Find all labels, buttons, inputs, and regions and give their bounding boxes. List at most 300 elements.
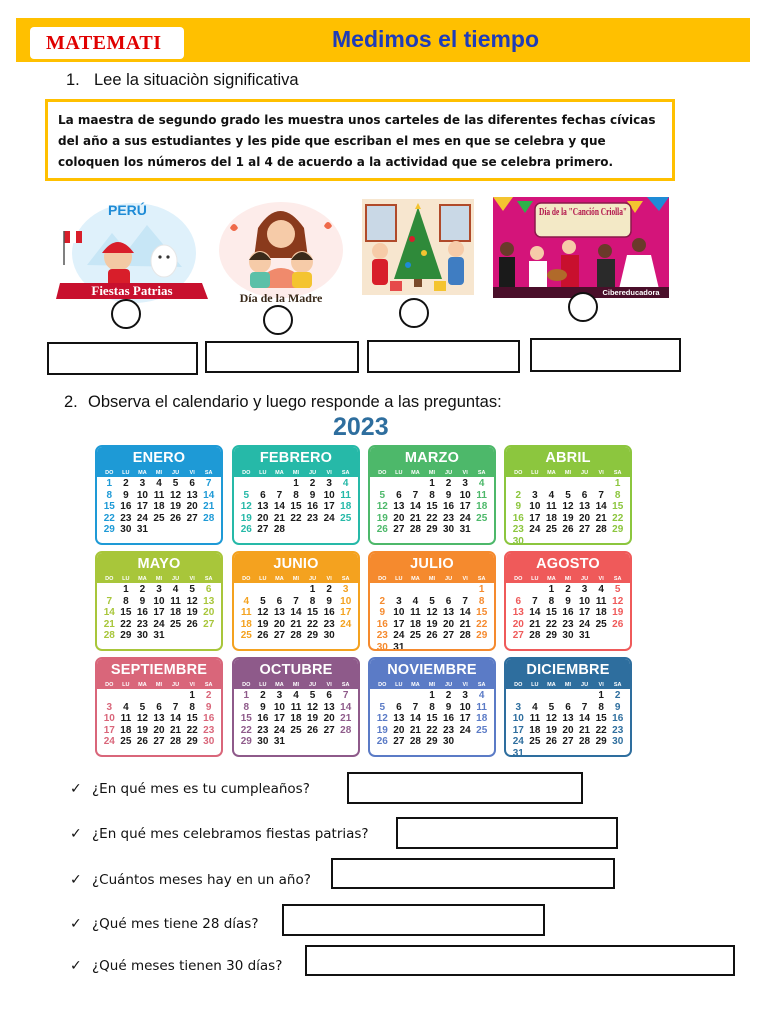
poster-cancion-criolla [493, 197, 669, 298]
day-number: 31 [393, 641, 405, 651]
weekday-label: MA [547, 576, 556, 582]
weekday-label: SA [613, 470, 622, 476]
question-4 [70, 916, 259, 932]
weekday-label: DO [514, 682, 523, 688]
empty-day [101, 584, 118, 596]
day-number: 11 [476, 701, 487, 713]
day-number: 7 [462, 595, 468, 607]
day-number: 24 [393, 630, 405, 641]
day-number: 4 [598, 584, 604, 595]
question-text: ¿Qué mes tiene 28 días? [92, 916, 259, 932]
day-number: 1 [293, 478, 299, 489]
day-number: 4 [478, 478, 485, 489]
day-number: 31 [136, 524, 148, 535]
poster-dia-de-la-madre [216, 198, 346, 308]
day-number: 27 [393, 524, 405, 535]
day-number: 9 [205, 701, 212, 713]
day-number: 9 [260, 701, 266, 713]
day-number: 31 [273, 736, 285, 747]
question-text: ¿En qué mes celebramos fiestas patrias? [92, 826, 369, 842]
weekday-row [234, 575, 358, 583]
day-number: 14 [409, 501, 421, 512]
day-number: 11 [546, 501, 557, 512]
weekday-label: MI [155, 576, 163, 582]
day-number: 16 [612, 713, 624, 724]
weekday-label: SA [204, 576, 213, 582]
day-number: 12 [376, 713, 388, 724]
empty-day [238, 478, 255, 490]
day-number: 18 [170, 607, 182, 618]
day-number: 21 [409, 724, 421, 736]
day-number: 18 [409, 618, 421, 630]
question-2 [70, 826, 369, 842]
month-answer-box-3[interactable] [367, 340, 520, 373]
day-number: 24 [153, 618, 165, 630]
weekday-label: SA [477, 576, 486, 582]
day-number: 20 [443, 618, 455, 630]
weekday-label: MA [411, 470, 420, 476]
day-number: 15 [476, 607, 488, 618]
day-number: 20 [512, 618, 524, 630]
day-number: 25 [240, 630, 252, 641]
day-number: 2 [309, 478, 316, 489]
check-icon: ✓ [70, 958, 82, 974]
day-number: 14 [459, 607, 471, 618]
day-number: 14 [340, 701, 352, 713]
day-number: 7 [293, 595, 299, 607]
day-number: 8 [309, 595, 316, 607]
day-number: 19 [545, 724, 557, 736]
day-number: 18 [476, 713, 488, 724]
empty-day [510, 690, 527, 702]
day-number: 17 [323, 501, 335, 512]
weekday-label: SA [204, 470, 213, 476]
weekday-label: DO [105, 682, 114, 688]
header-bar [16, 18, 750, 62]
month-name: AGOSTO [506, 553, 630, 575]
day-number: 20 [323, 713, 335, 724]
day-number: 15 [103, 501, 115, 512]
day-number: 29 [426, 736, 438, 747]
day-number: 1 [429, 478, 435, 489]
weekday-label: MI [564, 576, 572, 582]
day-number: 6 [396, 701, 402, 713]
day-number: 10 [136, 489, 148, 501]
month-name: MARZO [370, 447, 494, 469]
day-number: 5 [379, 701, 386, 713]
day-number: 1 [123, 584, 129, 595]
day-number: 2 [515, 489, 522, 501]
poster-credit: Cibereducadora [602, 288, 660, 297]
day-number: 20 [203, 607, 215, 618]
day-number: 19 [240, 512, 252, 524]
day-number: 28 [340, 724, 352, 736]
day-number: 14 [170, 713, 182, 724]
weekday-label: MA [275, 470, 284, 476]
day-number: 15 [290, 501, 302, 512]
day-number: 24 [340, 618, 352, 630]
poster-cancion-criolla-title: Día de la "Canción Criolla" [539, 207, 627, 218]
day-number: 22 [240, 724, 252, 736]
day-number: 29 [186, 736, 198, 747]
weekday-label: DO [378, 470, 387, 476]
day-number: 5 [614, 584, 621, 595]
day-number: 1 [309, 584, 316, 595]
day-number: 9 [326, 595, 332, 607]
weekday-label: MA [547, 682, 556, 688]
day-number: 19 [186, 607, 198, 618]
day-number: 25 [290, 724, 302, 736]
empty-day [543, 478, 560, 490]
day-number: 19 [170, 501, 182, 512]
weekday-row [370, 681, 494, 689]
poster-fiestas-patrias [52, 195, 212, 315]
month-name: FEBRERO [234, 447, 358, 469]
empty-day [510, 478, 527, 490]
page-title: Medimos el tiempo [332, 26, 540, 52]
day-number: 24 [512, 736, 524, 747]
day-grid [97, 583, 221, 642]
day-number: 26 [170, 512, 182, 524]
day-number: 26 [186, 618, 198, 630]
day-number: 4 [342, 478, 349, 489]
weekday-label: DO [242, 576, 251, 582]
day-number: 22 [307, 618, 319, 630]
day-number: 5 [260, 595, 266, 607]
day-number: 7 [276, 489, 283, 501]
day-number: 29 [612, 524, 624, 535]
day-number: 15 [240, 713, 252, 724]
question-answer-box-1[interactable] [347, 772, 583, 804]
weekday-label: MA [275, 576, 284, 582]
day-number: 20 [186, 501, 198, 512]
weekday-label: VI [598, 576, 604, 582]
day-number: 23 [257, 724, 269, 736]
month-answer-box-1[interactable] [47, 342, 198, 375]
month-noviembre [368, 657, 496, 757]
day-number: 18 [545, 512, 557, 524]
month-answer-box-4[interactable] [530, 338, 681, 372]
day-number: 14 [409, 713, 421, 724]
weekday-label: MA [275, 682, 284, 688]
day-number: 27 [512, 630, 524, 641]
month-name: JUNIO [234, 553, 358, 575]
weekday-label: JU [309, 470, 317, 476]
subject-badge: MATEMATI [30, 27, 184, 59]
day-number: 13 [393, 713, 405, 724]
month-name: JULIO [370, 553, 494, 575]
question-answer-box-3[interactable] [331, 858, 615, 889]
day-number: 3 [156, 584, 162, 595]
weekday-label: LU [122, 682, 130, 688]
day-number: 24 [459, 724, 471, 736]
weekday-row [370, 575, 494, 583]
day-number: 17 [153, 607, 165, 618]
day-number: 8 [614, 489, 621, 501]
day-number: 29 [595, 736, 607, 747]
order-circle-1[interactable] [111, 299, 141, 329]
weekday-row [506, 469, 630, 477]
poster-fiestas-patrias-banner: Fiestas Patrias [91, 283, 173, 298]
day-number: 7 [172, 701, 179, 713]
day-number: 18 [120, 724, 132, 736]
day-number: 27 [273, 630, 285, 641]
day-number: 9 [309, 489, 316, 501]
day-number: 24 [459, 512, 471, 524]
day-number: 4 [412, 595, 419, 607]
day-grid [97, 477, 221, 536]
day-number: 5 [309, 690, 316, 701]
weekday-row [234, 681, 358, 689]
day-number: 13 [579, 501, 591, 512]
weekday-label: SA [477, 682, 486, 688]
question-answer-box-2[interactable] [396, 817, 618, 849]
day-number: 30 [257, 736, 269, 747]
dia-de-la-madre-illustration [216, 198, 346, 308]
day-number: 13 [393, 501, 405, 512]
day-number: 25 [153, 512, 165, 524]
day-number: 16 [203, 713, 215, 724]
empty-day [271, 478, 288, 490]
day-number: 16 [376, 618, 388, 630]
day-number: 23 [443, 512, 455, 524]
month-answer-box-2[interactable] [205, 341, 359, 373]
day-grid [234, 583, 358, 642]
poster-dia-de-la-madre-caption: Día de la Madre [239, 291, 323, 305]
day-number: 14 [103, 607, 115, 618]
day-number: 8 [429, 489, 435, 501]
weekday-label: MA [411, 682, 420, 688]
day-number: 3 [515, 701, 522, 713]
day-number: 22 [476, 618, 488, 630]
check-icon: ✓ [70, 872, 82, 888]
calendar-year: 2023 [333, 413, 389, 441]
month-mayo [95, 551, 223, 651]
day-number: 28 [595, 524, 607, 535]
day-number: 15 [545, 607, 557, 618]
day-number: 25 [595, 618, 607, 630]
day-number: 9 [515, 501, 522, 512]
day-number: 2 [326, 584, 332, 595]
empty-day [118, 690, 135, 702]
day-number: 26 [240, 524, 252, 535]
day-number: 12 [240, 501, 252, 512]
day-number: 1 [548, 584, 555, 595]
day-number: 1 [429, 690, 435, 701]
day-number: 21 [409, 512, 421, 524]
month-septiembre [95, 657, 223, 757]
day-number: 2 [614, 690, 621, 701]
weekday-label: DO [242, 682, 251, 688]
day-number: 17 [529, 512, 541, 524]
day-grid [97, 689, 221, 748]
order-circle-3[interactable] [399, 298, 429, 328]
weekday-label: SA [341, 470, 350, 476]
day-number: 12 [257, 607, 269, 618]
day-number: 16 [257, 713, 269, 724]
day-number: 29 [103, 524, 115, 535]
day-number: 12 [562, 501, 574, 512]
day-number: 30 [443, 736, 455, 747]
day-number: 10 [512, 713, 524, 724]
day-number: 26 [376, 524, 388, 535]
weekday-label: JU [309, 576, 317, 582]
day-number: 22 [290, 512, 302, 524]
day-number: 19 [612, 607, 624, 618]
weekday-label: VI [462, 682, 468, 688]
day-number: 7 [342, 690, 349, 701]
day-number: 20 [153, 724, 165, 736]
day-number: 17 [393, 618, 405, 630]
question-text: ¿Qué meses tienen 30 días? [92, 958, 283, 974]
check-icon: ✓ [70, 826, 82, 842]
weekday-label: JU [172, 470, 180, 476]
question-answer-box-4[interactable] [282, 904, 545, 936]
day-number: 28 [409, 524, 421, 535]
empty-day [271, 584, 288, 596]
day-number: 3 [139, 478, 146, 489]
day-number: 21 [290, 618, 302, 630]
empty-day [527, 690, 544, 702]
day-number: 13 [203, 595, 215, 607]
order-circle-2[interactable] [263, 305, 293, 335]
day-number: 27 [323, 724, 335, 736]
day-number: 27 [153, 736, 165, 747]
weekday-label: VI [189, 576, 195, 582]
day-number: 12 [612, 595, 624, 607]
weekday-label: MI [428, 682, 436, 688]
day-number: 18 [340, 501, 352, 512]
empty-day [424, 584, 441, 596]
weekday-label: DO [105, 470, 114, 476]
weekday-label: MI [292, 470, 300, 476]
weekday-label: SA [204, 682, 213, 688]
empty-day [134, 690, 151, 702]
day-number: 7 [106, 595, 113, 607]
day-number: 22 [612, 512, 624, 524]
day-number: 16 [562, 607, 574, 618]
day-number: 23 [203, 724, 215, 736]
empty-day [527, 478, 544, 490]
day-number: 2 [379, 595, 386, 607]
day-number: 20 [579, 512, 591, 524]
day-number: 26 [562, 524, 574, 535]
day-number: 6 [515, 595, 522, 607]
empty-day [510, 584, 527, 596]
day-number: 21 [529, 618, 541, 630]
question-text: ¿Cuántos meses hay en un año? [92, 872, 311, 888]
day-number: 24 [103, 736, 115, 747]
weekday-label: MA [138, 576, 147, 582]
day-number: 25 [476, 512, 488, 524]
day-grid [370, 689, 494, 748]
day-number: 25 [476, 724, 488, 736]
day-number: 24 [529, 524, 541, 535]
weekday-label: VI [189, 682, 195, 688]
day-number: 3 [326, 478, 332, 489]
empty-day [167, 690, 184, 702]
day-number: 6 [326, 690, 332, 701]
day-number: 10 [393, 607, 405, 618]
day-number: 11 [410, 607, 421, 618]
month-julio [368, 551, 496, 651]
day-number: 20 [257, 512, 269, 524]
day-number: 3 [276, 690, 283, 701]
day-grid [506, 689, 630, 757]
day-number: 21 [203, 501, 215, 512]
day-number: 21 [103, 618, 115, 630]
day-number: 28 [203, 512, 215, 524]
day-number: 16 [120, 501, 132, 512]
weekday-label: SA [613, 682, 622, 688]
day-number: 30 [512, 535, 524, 545]
day-number: 17 [136, 501, 148, 512]
day-number: 30 [203, 736, 215, 747]
day-number: 10 [323, 489, 335, 501]
month-abril [504, 445, 632, 545]
day-number: 5 [379, 489, 386, 501]
weekday-label: VI [326, 682, 332, 688]
day-number: 23 [562, 618, 574, 630]
day-number: 29 [426, 524, 438, 535]
day-number: 27 [579, 524, 591, 535]
day-number: 6 [445, 595, 452, 607]
day-number: 30 [120, 524, 132, 535]
day-number: 13 [273, 607, 285, 618]
day-number: 18 [153, 501, 165, 512]
step-2-heading [64, 393, 502, 412]
day-number: 26 [257, 630, 269, 641]
weekday-label: SA [477, 470, 486, 476]
day-number: 6 [189, 478, 195, 489]
day-number: 12 [376, 501, 388, 512]
day-number: 18 [240, 618, 252, 630]
day-number: 31 [579, 630, 591, 641]
empty-day [407, 584, 424, 596]
empty-day [374, 690, 391, 702]
day-number: 23 [443, 724, 455, 736]
day-number: 4 [532, 701, 538, 713]
weekday-label: DO [242, 470, 251, 476]
step-2-label: Observa el calendario y luego responde a las preguntas: [88, 393, 502, 411]
day-number: 28 [170, 736, 182, 747]
day-number: 7 [412, 489, 419, 501]
day-number: 3 [532, 489, 538, 501]
day-number: 4 [548, 489, 555, 501]
empty-day [407, 690, 424, 702]
day-number: 14 [203, 489, 215, 501]
day-number: 8 [598, 701, 604, 713]
day-number: 23 [136, 618, 148, 630]
day-number: 24 [136, 512, 148, 524]
empty-day [391, 478, 408, 490]
empty-day [391, 584, 408, 596]
day-number: 28 [459, 630, 471, 641]
empty-day [255, 584, 272, 596]
weekday-label: LU [122, 576, 130, 582]
day-number: 11 [290, 701, 302, 713]
order-circle-4[interactable] [568, 292, 598, 322]
question-answer-box-5[interactable] [305, 945, 735, 976]
weekday-label: LU [531, 576, 539, 582]
empty-day [560, 690, 577, 702]
day-number: 17 [340, 607, 352, 618]
day-number: 30 [612, 736, 624, 747]
day-number: 18 [529, 724, 541, 736]
weekday-row [97, 681, 221, 689]
day-number: 1 [189, 690, 195, 701]
weekday-label: DO [378, 682, 387, 688]
